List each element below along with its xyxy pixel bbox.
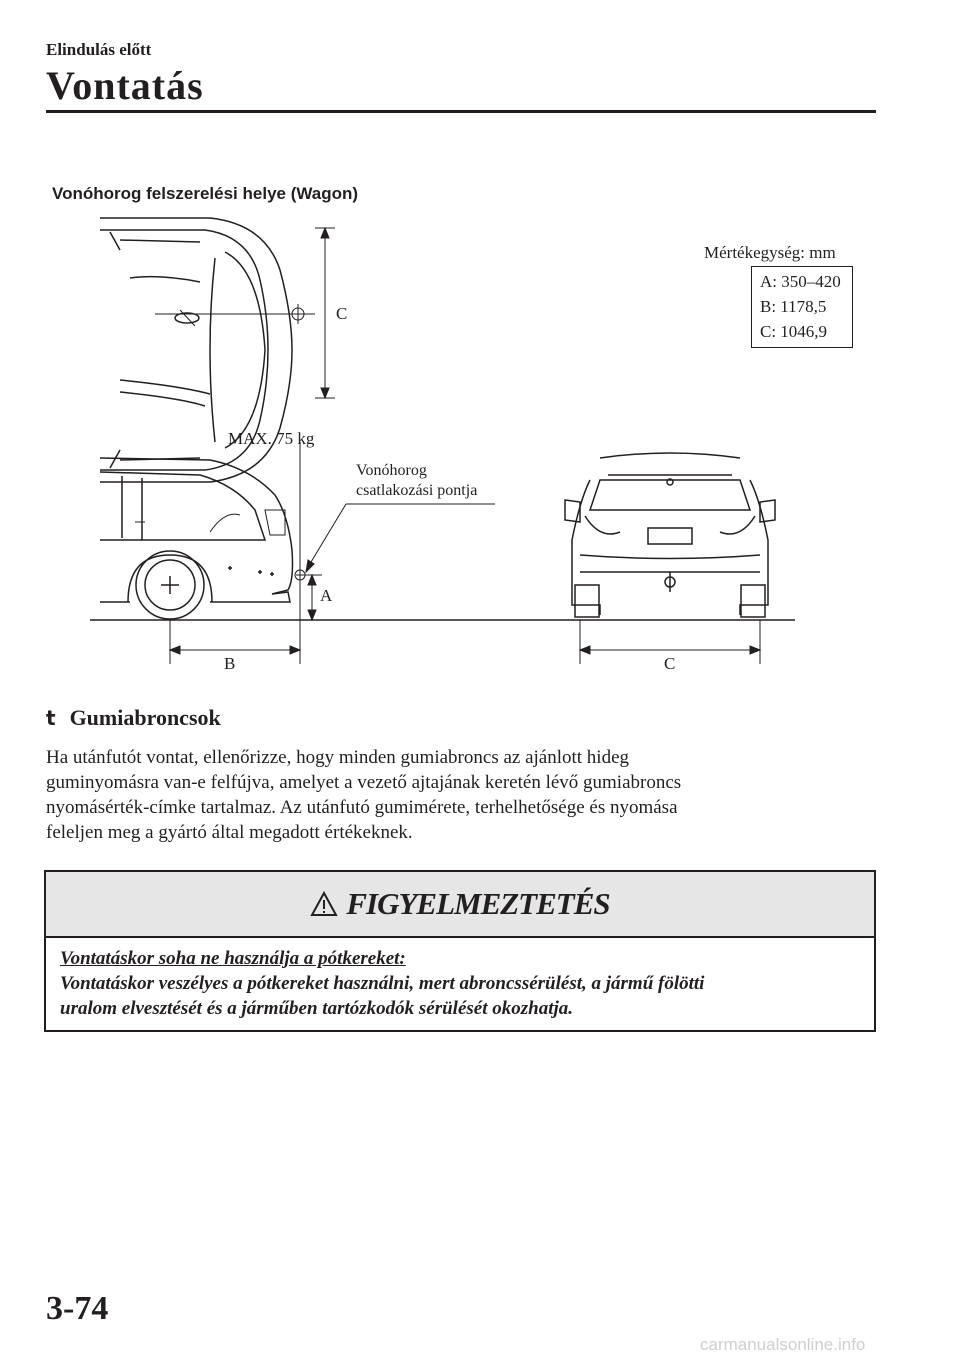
label-a: A bbox=[320, 586, 333, 605]
warning-triangle-icon bbox=[310, 891, 338, 917]
warning-title: FIGYELMEZTETÉS bbox=[346, 886, 610, 921]
tires-heading bbox=[46, 705, 221, 731]
spec-c: C: 1046,9 bbox=[760, 322, 828, 341]
units-label: Mértékegység: mm bbox=[704, 243, 836, 262]
spec-b: B: 1178,5 bbox=[760, 297, 827, 316]
rear-view-car bbox=[565, 453, 775, 617]
label-hitch-line2: csatlakozási pontja bbox=[356, 482, 478, 499]
warning-header bbox=[46, 872, 874, 938]
figure-caption: Vonóhorog felszerelési helye (Wagon) bbox=[52, 184, 359, 203]
watermark: carmanualsonline.info bbox=[700, 1335, 866, 1354]
label-rear-c: C bbox=[664, 654, 676, 673]
spec-box bbox=[751, 266, 853, 348]
label-top-c: C bbox=[336, 304, 348, 323]
tires-heading-text: Gumiabroncsok bbox=[69, 705, 221, 730]
tires-line-2: guminyomásra van-e felfújva, amelyet a vezető ajtajának keretén lévő gumiabroncs bbox=[46, 772, 682, 793]
label-b: B bbox=[224, 654, 236, 673]
page-title: Vontatás bbox=[46, 63, 204, 108]
section-label: Elindulás előtt bbox=[46, 40, 152, 59]
label-max-load: MAX. 75 kg bbox=[228, 429, 315, 448]
spec-a: A: 350–420 bbox=[760, 272, 841, 291]
tires-line-4: feleljen meg a gyártó által megadott értékeknek. bbox=[46, 822, 413, 843]
tires-line-3: nyomásérték-címke tartalmaz. Az utánfutó gumimérete, terhelhetősége és nyomása bbox=[46, 797, 678, 818]
title-rule bbox=[46, 110, 876, 113]
tires-line-1: Ha utánfutót vontat, ellenőrizze, hogy minden gumiabroncs az ajánlott hideg bbox=[46, 747, 630, 768]
bullet-icon: t bbox=[46, 706, 56, 730]
label-hitch-line1: Vonóhorog bbox=[356, 462, 427, 479]
warning-body bbox=[60, 946, 860, 1021]
page-number: 3-74 bbox=[46, 1290, 109, 1327]
warning-line-1: Vontatáskor veszélyes a pótkereket használni, mert abroncssérülést, a jármű fölötti bbox=[60, 973, 705, 994]
tires-paragraph bbox=[46, 745, 876, 845]
warning-box bbox=[44, 870, 876, 1032]
warning-lead: Vontatáskor soha ne használja a pótkereket: bbox=[60, 948, 406, 969]
warning-line-2: uralom elvesztését és a járműben tartózkodók sérülését okozhatja. bbox=[60, 998, 574, 1019]
